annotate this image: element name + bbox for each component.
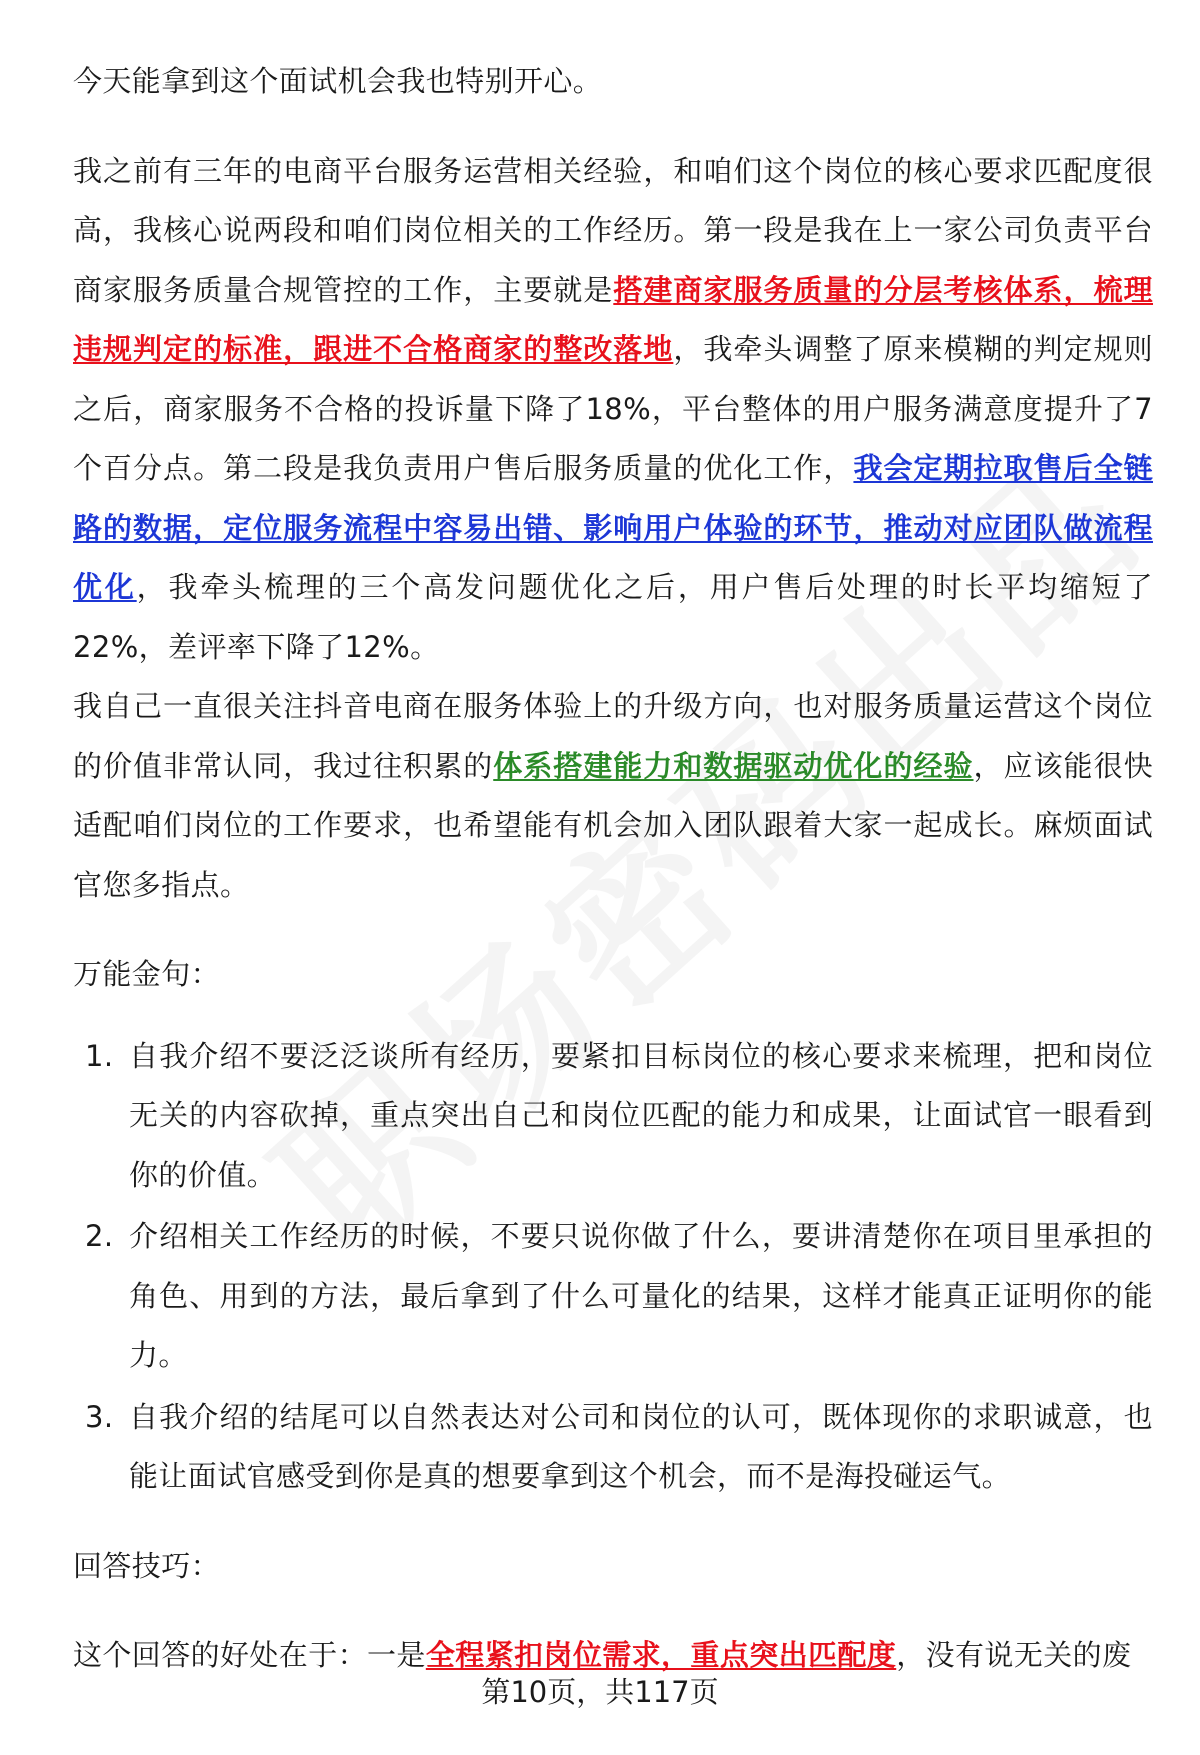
golden-sentences-list (73, 1027, 1153, 1507)
tips-heading: 回答技巧： (73, 1548, 221, 1583)
experience-text-2: ，我牵头调整了原来模糊的判定规则之后，商家服务不合格的投诉量下降了18%，平台整体的用户服务满意度提升了7个百分点。第二段是我负责用户售后服务质量的优化工作， (73, 332, 1153, 485)
list-text: 介绍相关工作经历的时候，不要只说你做了什么，要讲清楚你在项目里承担的角色、用到的方法，最后拿到了什么可量化的结果，这样才能真正证明你的能力。 (129, 1219, 1153, 1372)
document-body (73, 52, 1153, 1686)
highlight-green-1: 体系搭建能力和数据驱动优化的经验 (493, 748, 974, 783)
intro-line: 今天能拿到这个面试机会我也特别开心。 (73, 64, 603, 98)
list-number: 3. (85, 1399, 114, 1434)
experience-text-3: ，我牵头梳理的三个高发问题优化之后，用户售后处理的时长平均缩短了22%，差评率下降了12%。 (73, 570, 1153, 664)
tips-text-2: ，没有说无关的废 (896, 1638, 1132, 1672)
page-footer: 第10页，共117页 (481, 1675, 719, 1709)
closing-text-2: ，应该能很快适配咱们岗位的工作要求，也希望能有机会加入团队跟着大家一起成长。麻烦面试官您多指点。 (73, 748, 1153, 902)
list-text: 自我介绍的结尾可以自然表达对公司和岗位的认可，既体现你的求职诚意，也能让面试官感受到你是真的想要拿到这个机会，而不是海投碰运气。 (129, 1399, 1153, 1493)
list-item (73, 1388, 1153, 1507)
golden-sentences-heading: 万能金句： (73, 957, 221, 991)
closing-text-1: 我自己一直很关注抖音电商在服务体验上的升级方向，也对服务质量运营这个岗位的价值非常认同，我过往积累的 (73, 689, 1153, 783)
list-text: 自我介绍不要泛泛谈所有经历，要紧扣目标岗位的核心要求来梳理，把和岗位无关的内容砍掉，重点突出自己和岗位匹配的能力和成果，让面试官一眼看到你的价值。 (129, 1038, 1153, 1192)
list-number: 1. (85, 1038, 114, 1073)
experience-text-1: 我之前有三年的电商平台服务运营相关经验，和咱们这个岗位的核心要求匹配度很高，我核心说两段和咱们岗位相关的工作经历。第一段是我在上一家公司负责平台商家服务质量合规管控的工作，主要就是 (73, 153, 1153, 307)
experience-paragraph (73, 142, 1153, 678)
list-item (73, 1027, 1153, 1206)
tips-text-1: 这个回答的好处在于：一是 (73, 1638, 426, 1672)
highlight-red-1: 搭建商家服务质量的分层考核体系，梳理违规判定的标准，跟进不合格商家的整改落地 (73, 272, 1154, 366)
list-number: 2. (85, 1219, 114, 1253)
closing-paragraph (73, 677, 1153, 915)
highlight-blue-1: 我会定期拉取售后全链路的数据，定位服务流程中容易出错、影响用户体验的环节，推动对应团队做流程优化 (73, 451, 1153, 604)
list-item (73, 1207, 1153, 1386)
highlight-red-2: 全程紧扣岗位需求，重点突出匹配度 (425, 1638, 897, 1672)
